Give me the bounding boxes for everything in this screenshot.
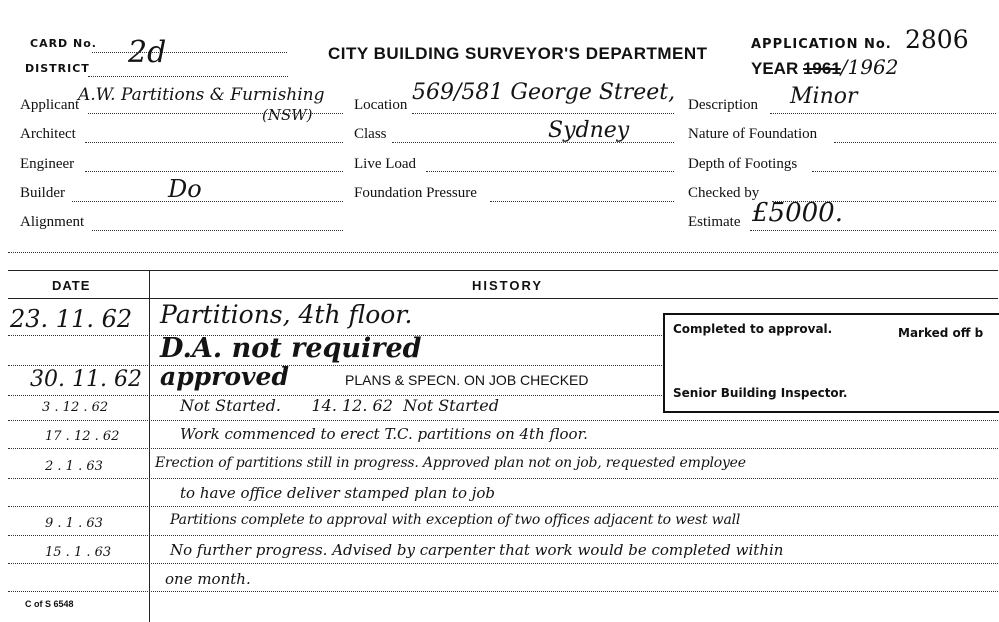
checked-label: Checked by: [688, 185, 760, 201]
history-header: HISTORY: [472, 278, 544, 293]
district-label: DISTRICT: [25, 62, 90, 75]
class-label: Class: [354, 126, 387, 142]
depth-label: Depth of Footings: [688, 156, 798, 172]
foundation-pressure-label: Foundation Pressure: [354, 185, 477, 201]
application-no-label: APPLICATION No.: [751, 37, 892, 52]
description-value: Minor: [790, 84, 858, 109]
date-column-divider: [149, 270, 150, 622]
nature-line: [834, 142, 996, 143]
live-load-label: Live Load: [354, 156, 417, 172]
history-date: 30. 11. 62: [30, 367, 142, 392]
architect-label: Architect: [20, 126, 76, 142]
row-rule: [8, 478, 998, 479]
history-entry: D.A. not required: [160, 333, 422, 364]
builder-line: [72, 201, 343, 202]
location-value: 569/581 George Street,: [412, 80, 676, 105]
history-entry: Erection of partitions still in progress. Approved plan not on job, requested employee: [155, 455, 746, 471]
year-struck: 1961: [802, 59, 841, 78]
alignment-line: [92, 230, 343, 231]
date-header: DATE: [52, 278, 91, 293]
separator-dotted: [8, 252, 998, 253]
class-line: [392, 142, 674, 143]
engineer-label: Engineer: [20, 156, 75, 172]
row-rule: [8, 535, 998, 536]
table-top-rule: [8, 270, 998, 271]
builder-value: Do: [168, 175, 202, 203]
description-label: Description: [688, 97, 758, 113]
form-code: C of S 6548: [25, 599, 74, 609]
history-entry: Partitions, 4th floor.: [160, 300, 413, 329]
history-entry: No further progress. Advised by carpenter that work would be completed within: [170, 541, 784, 559]
department-title: CITY BUILDING SURVEYOR'S DEPARTMENT: [328, 44, 708, 63]
live-load-line: [426, 171, 674, 172]
history-date: 9 . 1 . 63: [45, 516, 103, 531]
history-date: 3 . 12 . 62: [42, 400, 109, 415]
history-entry: Partitions complete to approval with exception of two offices adjacent to west wall: [170, 512, 741, 528]
district-line: [88, 76, 288, 77]
year-value: /1962: [840, 55, 899, 79]
row-rule: [8, 448, 998, 449]
location-label: Location: [354, 97, 408, 113]
history-entry: one month.: [165, 570, 251, 588]
location-value-2: Sydney: [548, 118, 630, 143]
marked-off-text: Marked off b: [898, 326, 984, 340]
table-header-rule: [8, 298, 998, 299]
estimate-value: £5000.: [752, 198, 843, 228]
alignment-label: Alignment: [20, 214, 85, 230]
estimate-label: Estimate: [688, 214, 741, 230]
year-label: YEAR: [751, 59, 799, 78]
history-date: 17 . 12 . 62: [45, 429, 120, 444]
row-rule: [8, 591, 998, 592]
nature-label: Nature of Foundation: [688, 126, 818, 142]
applicant-value: A.W. Partitions & Furnishing: [78, 85, 325, 105]
row-rule: [8, 563, 998, 564]
year-field: [751, 55, 898, 79]
card-no-value: 2d: [128, 35, 167, 70]
plans-checked-stamp: PLANS & SPECN. ON JOB CHECKED: [345, 372, 589, 388]
engineer-line: [85, 171, 343, 172]
history-entry: Not Started. 14. 12. 62 Not Started: [180, 396, 499, 415]
history-entry: Work commenced to erect T.C. partitions on 4th floor.: [180, 425, 588, 443]
location-line: [412, 113, 674, 114]
builder-label: Builder: [20, 185, 65, 201]
completed-approval-text: Completed to approval.: [673, 322, 833, 336]
senior-inspector-text: Senior Building Inspector.: [673, 386, 848, 400]
applicant-label: Applicant: [20, 97, 80, 113]
application-no: 2806: [905, 25, 969, 54]
foundation-pressure-line: [490, 201, 674, 202]
history-entry: approved: [160, 362, 289, 391]
architect-line: [85, 142, 343, 143]
card-no-line: [92, 52, 287, 53]
applicant-value-2: (NSW): [262, 106, 313, 124]
history-date: 2 . 1 . 63: [45, 459, 103, 474]
depth-line: [812, 171, 996, 172]
history-date: 23. 11. 62: [10, 305, 133, 333]
card-no-label: CARD No.: [30, 37, 97, 50]
row-rule: [8, 420, 998, 421]
row-rule: [8, 506, 998, 507]
estimate-line: [750, 230, 996, 231]
description-line: [770, 113, 996, 114]
history-date: 15 . 1 . 63: [45, 545, 112, 560]
history-entry: to have office deliver stamped plan to job: [180, 484, 496, 502]
